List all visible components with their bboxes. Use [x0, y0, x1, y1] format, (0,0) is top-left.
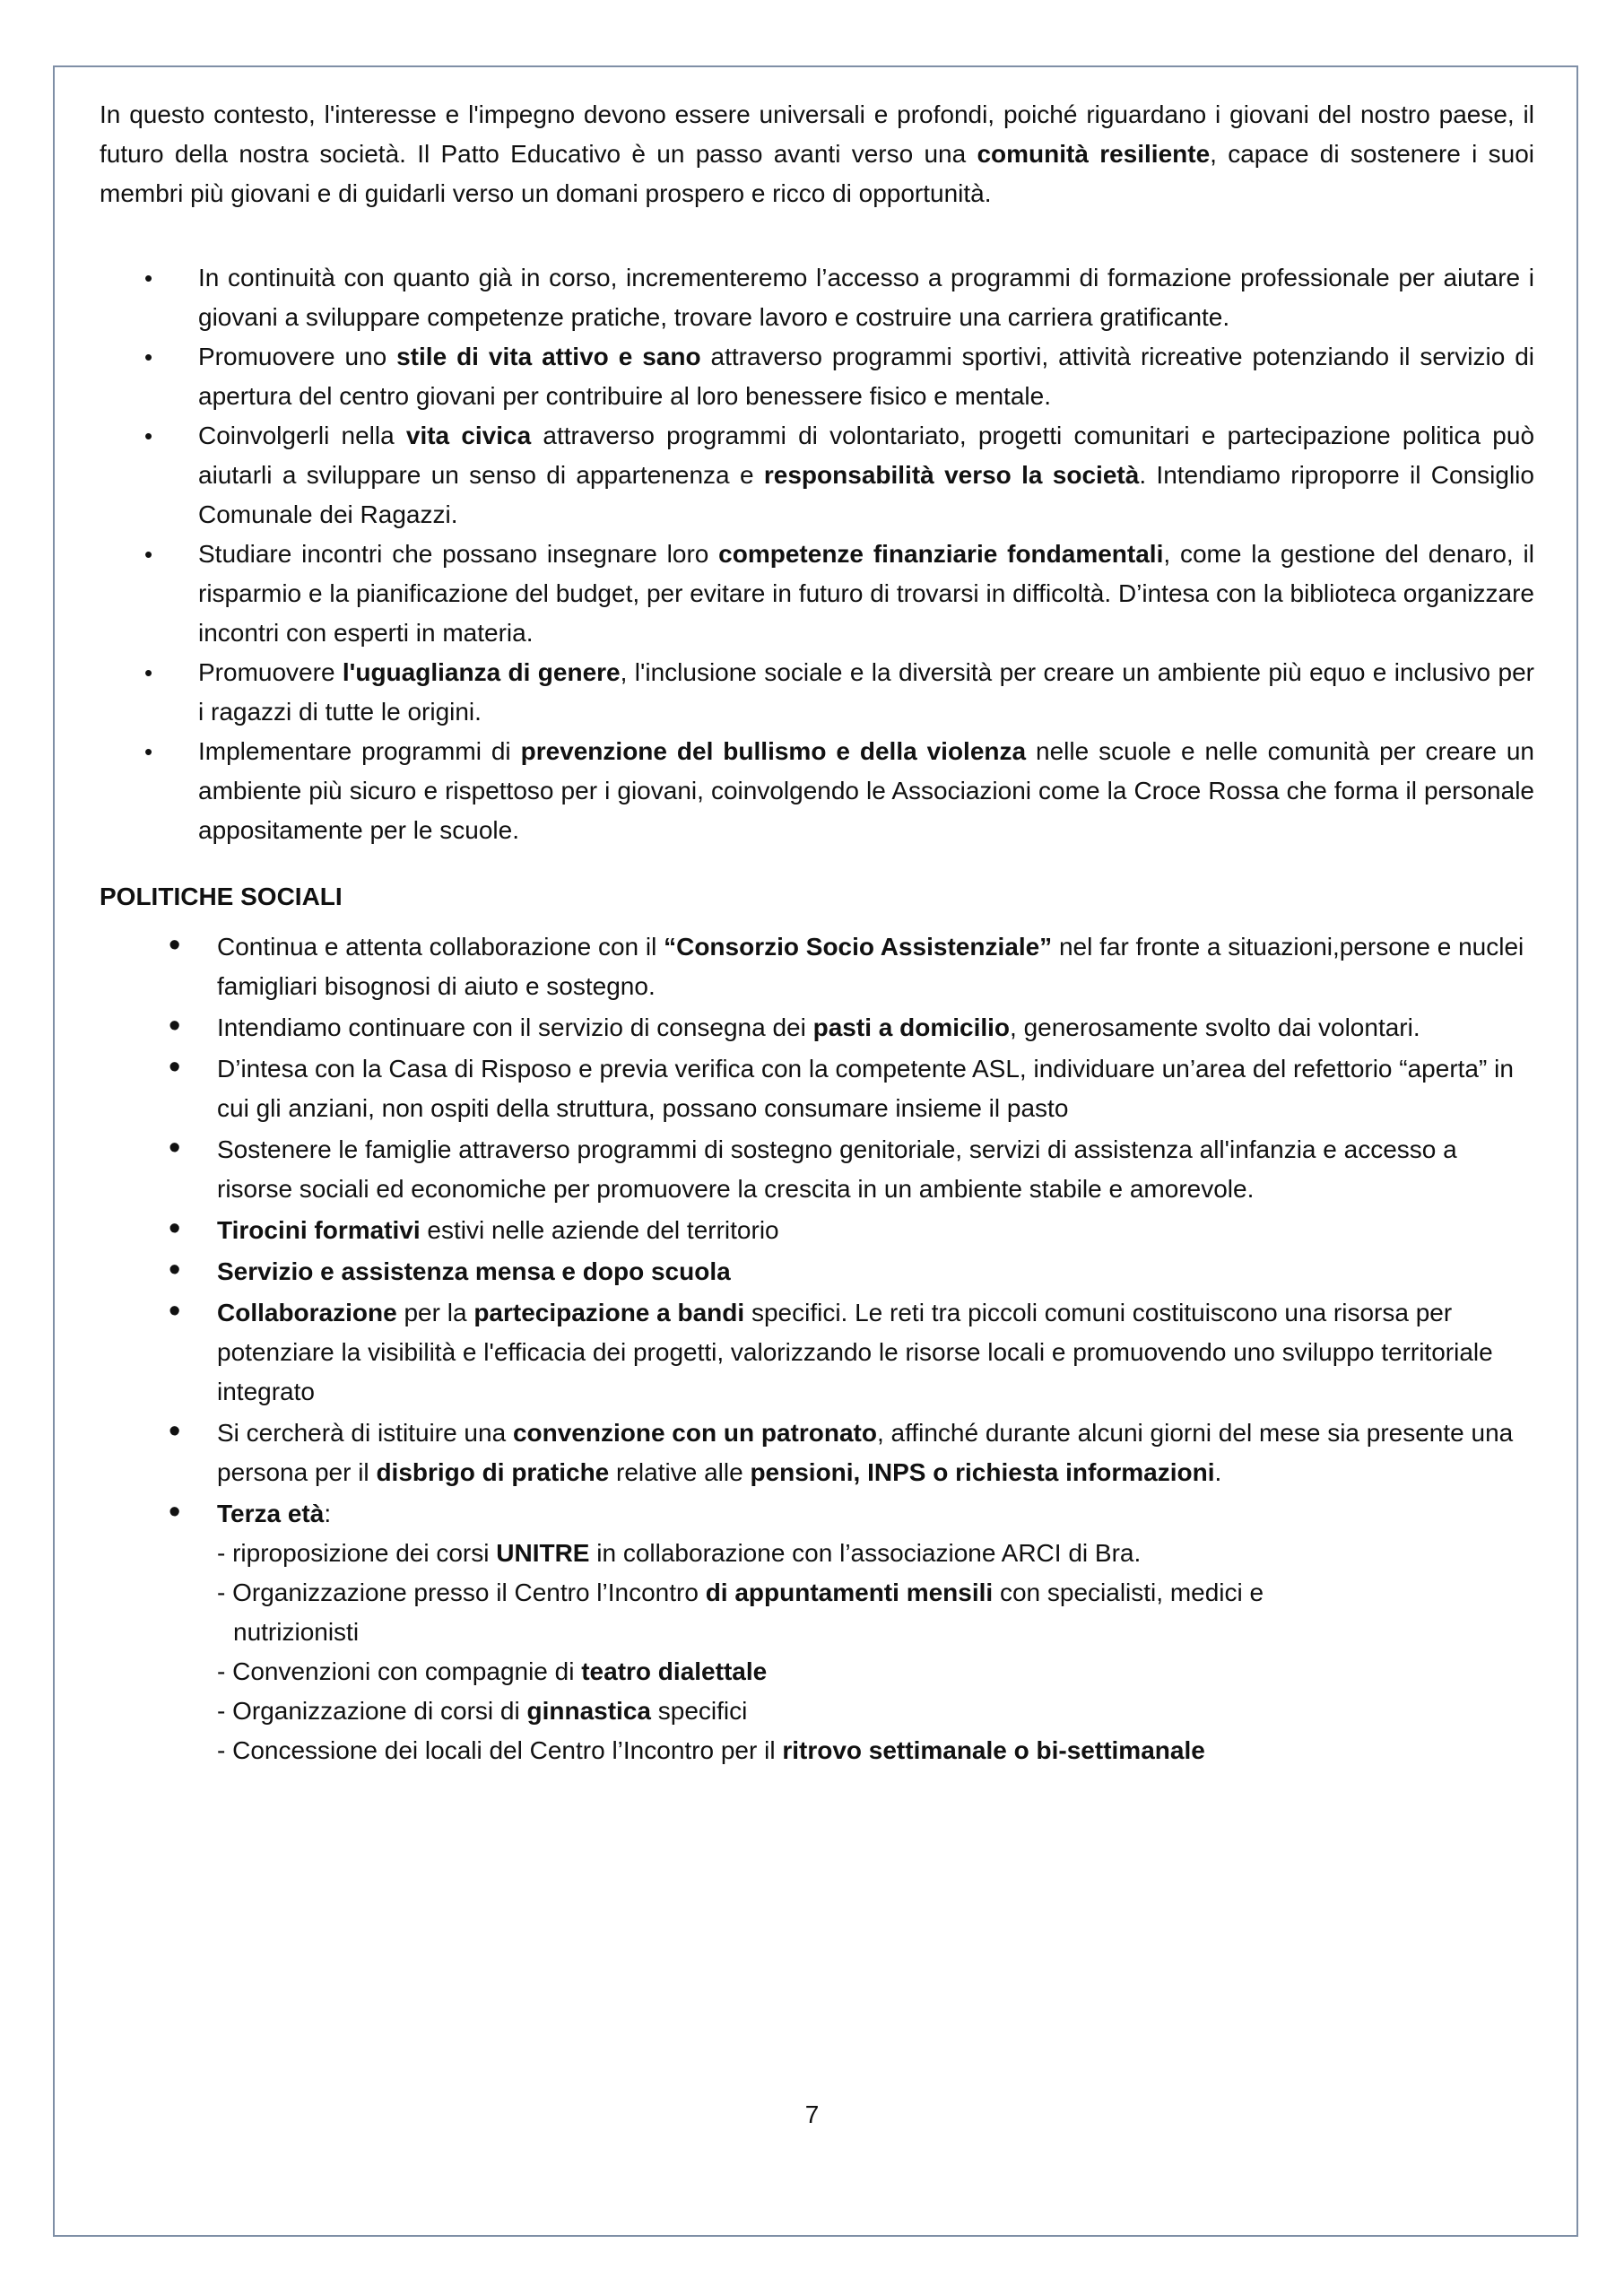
bold-text: prevenzione del bullismo e della violenza — [520, 737, 1027, 765]
terza-eta-sublist — [217, 1534, 1534, 1770]
bold-text: stile di vita attivo e sano — [396, 343, 701, 370]
bold-text: l'uguaglianza di genere — [342, 658, 621, 686]
text-run: . Intendiamo riproporre il Consiglio Comunale dei Ragazzi. — [198, 461, 1534, 528]
text-run: con specialisti, medici e — [993, 1578, 1264, 1606]
text-run: Continua e attenta collaborazione con il — [217, 933, 664, 961]
text-run: in collaborazione con l’associazione ARCI di Bra. — [589, 1539, 1142, 1567]
text-run: . — [1214, 1458, 1222, 1486]
bold-text: Servizio e assistenza mensa e dopo scuola — [217, 1257, 731, 1285]
sub-item — [217, 1731, 1534, 1770]
text-run: Sostenere le famiglie attraverso programmi di sostegno genitoriale, servizi di assistenza all'infanzia e accesso a risorse sociali ed economiche per promuovere la crescita in un ambiente stabile e amorevole. — [217, 1135, 1457, 1203]
bold-text: Collaborazione — [217, 1299, 397, 1326]
bold-text: responsabilità verso la società — [763, 461, 1140, 489]
list-item — [100, 1008, 1534, 1048]
bold-text: pasti a domicilio — [812, 1013, 1011, 1041]
list-item — [100, 1293, 1534, 1412]
text-run: , generosamente svolto dai volontari. — [1010, 1013, 1420, 1041]
text-run: attraverso programmi sportivi, attività ricreative potenziando il servizio di apertura del centro giovani per contribuire al loro benessere fisico e mentale. — [198, 343, 1534, 410]
text-run: Promuovere uno — [198, 343, 397, 370]
list-item — [100, 1413, 1534, 1492]
youth-bullet-list — [100, 258, 1534, 850]
bold-text: comunità resiliente — [977, 140, 1211, 168]
text-run: , l'inclusione sociale e la diversità per creare un ambiente più equo e inclusivo per i ragazzi di tutte le origini. — [198, 658, 1534, 726]
text-run: - Convenzioni con compagnie di — [217, 1657, 582, 1685]
text-run: Promuovere — [198, 658, 343, 686]
text-run: In questo contesto, l'interesse e l'impegno devono essere universali e profondi, poiché riguardano i giovani del nostro paese, il futuro della nostra società. Il Patto Educativo è un passo avanti verso una — [100, 100, 1534, 168]
text-run: , affinché durante alcuni giorni del mese sia presente una persona per il — [217, 1419, 1514, 1486]
bold-text: ginnastica — [526, 1697, 651, 1725]
text-run: estivi nelle aziende del territorio — [420, 1216, 779, 1244]
list-item — [100, 337, 1534, 416]
list-item — [100, 1252, 1534, 1292]
text-run: , capace di sostenere i suoi membri più giovani e di guidarli verso un domani prospero e ricco di opportunità. — [100, 140, 1535, 207]
text-run: Implementare programmi di — [198, 737, 521, 765]
bold-text: UNITRE — [496, 1539, 590, 1567]
sub-item — [217, 1573, 1534, 1613]
text-run: nelle scuole e nelle comunità per creare un ambiente più sicuro e rispettoso per i giovani, coinvolgendo le Associazioni come la Croce Rossa che forma il personale appositamente per le scuole. — [198, 737, 1534, 844]
list-item — [100, 258, 1534, 337]
list-item — [100, 535, 1534, 653]
bold-text: partecipazione a bandi — [473, 1299, 745, 1326]
list-item — [100, 653, 1534, 732]
text-run: Intendiamo continuare con il servizio di consegna dei — [217, 1013, 813, 1041]
bold-text: teatro dialettale — [581, 1657, 768, 1685]
sub-item — [217, 1692, 1534, 1731]
sub-item-continuation — [217, 1613, 1534, 1652]
list-item — [100, 927, 1534, 1006]
bold-text: pensioni, INPS o richiesta informazioni — [750, 1458, 1215, 1486]
bold-text: “Consorzio Socio Assistenziale” — [664, 933, 1053, 961]
text-run: - Organizzazione di corsi di — [217, 1697, 527, 1725]
text-run: - Organizzazione presso il Centro l’Incontro — [217, 1578, 706, 1606]
bold-text: Tirocini formativi — [217, 1216, 421, 1244]
bold-text: ritrovo settimanale o bi-settimanale — [782, 1736, 1205, 1764]
text-run: , come la gestione del denaro, il risparmio e la pianificazione del budget, per evitare in futuro di trovarsi in difficoltà. D’intesa con la biblioteca organizzare incontri con esperti in materia. — [198, 540, 1534, 647]
section-heading: POLITICHE SOCIALI — [100, 883, 343, 910]
list-item — [100, 1130, 1534, 1209]
text-run: specifici — [650, 1697, 748, 1725]
text-run: - Concessione dei locali del Centro l’Incontro per il — [217, 1736, 783, 1764]
text-run: Si cercherà di istituire una — [217, 1419, 513, 1447]
text-run: Coinvolgerli nella — [198, 422, 406, 449]
document-body — [100, 95, 1534, 1772]
text-run: In continuità con quanto già in corso, incrementeremo l’accesso a programmi di formazione professionale per aiutare i giovani a sviluppare competenze pratiche, trovare lavoro e costruire una carriera gratificante. — [198, 264, 1534, 331]
list-item-terza-eta — [100, 1494, 1534, 1770]
terza-eta-title: Terza età: — [217, 1500, 332, 1527]
bold-text: vita civica — [405, 422, 532, 449]
text-run: D’intesa con la Casa di Risposo e previa verifica con la competente ASL, individuare un’area del refettorio “aperta” in cui gli anziani, non ospiti della struttura, possano consumare insieme il pasto — [217, 1055, 1514, 1122]
text-run: Studiare incontri che possano insegnare loro — [198, 540, 719, 568]
bold-text: disbrigo di pratiche — [376, 1458, 610, 1486]
text-run: relative alle — [609, 1458, 751, 1486]
bold-text: convenzione con un patronato — [512, 1419, 877, 1447]
intro-paragraph — [100, 95, 1534, 213]
text-run: - riproposizione dei corsi — [217, 1539, 497, 1567]
list-item — [100, 416, 1534, 535]
bold-text: di appuntamenti mensili — [705, 1578, 994, 1606]
sub-item — [217, 1534, 1534, 1573]
text-run: specifici. Le reti tra piccoli comuni costituiscono una risorsa per potenziare la visibilità e l'efficacia dei progetti, valorizzando le risorse locali e promuovendo uno sviluppo territoriale integrato — [217, 1299, 1493, 1405]
bold-text: competenze finanziarie fondamentali — [718, 540, 1164, 568]
text-run: per la — [396, 1299, 474, 1326]
page-number: 7 — [804, 2100, 820, 2128]
sub-item — [217, 1652, 1534, 1692]
list-item — [100, 1049, 1534, 1128]
text-run: nutrizionisti — [233, 1618, 360, 1646]
list-item — [100, 732, 1534, 850]
text-run: attraverso programmi di volontariato, progetti comunitari e partecipazione politica può aiutarli a sviluppare un senso di appartenenza e — [198, 422, 1535, 489]
social-policy-list — [100, 927, 1534, 1770]
list-item — [100, 1211, 1534, 1250]
text-run: nel far fronte a situazioni,persone e nuclei famigliari bisognosi di aiuto e sostegno. — [217, 933, 1524, 1000]
